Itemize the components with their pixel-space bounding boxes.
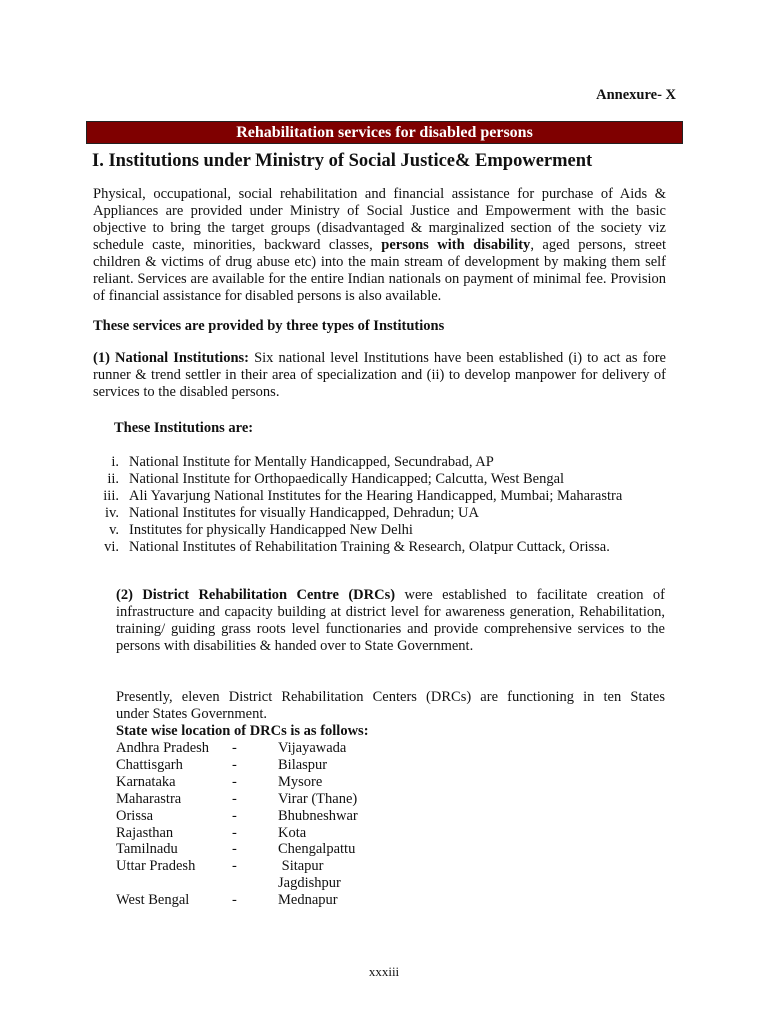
intro-paragraph <box>93 186 666 305</box>
list-text: Institutes for physically Handicapped New Delhi <box>129 522 413 538</box>
drc-label: (2) District Rehabilitation Centre (DRCs) <box>116 587 396 603</box>
list-item <box>93 488 666 505</box>
list-number: iv. <box>105 505 119 521</box>
list-item <box>93 522 666 539</box>
table-row <box>116 841 478 858</box>
dash-cell: - <box>232 807 237 824</box>
dash-cell: - <box>232 756 237 773</box>
annexure-label: Annexure- X <box>596 87 676 103</box>
state-cell: Andhra Pradesh <box>116 740 210 756</box>
dash-cell <box>232 875 278 892</box>
state-cell: Maharastra <box>116 790 182 807</box>
list-item <box>93 471 666 488</box>
list-item <box>93 505 666 522</box>
banner-title: Rehabilitation services for disabled persons <box>86 121 683 144</box>
state-cell <box>116 875 232 892</box>
state-cell: Rajasthan <box>116 824 174 841</box>
city-cell: Mednapur <box>278 892 338 909</box>
list-text: National Institute for Mentally Handicapped, Secundrabad, AP <box>129 454 494 470</box>
location-heading: State wise location of DRCs is as follows: <box>116 723 369 739</box>
city-cell: Vijayawada <box>278 740 347 756</box>
table-row <box>116 791 478 808</box>
national-institutions-paragraph <box>93 350 666 401</box>
list-number: i. <box>111 454 119 470</box>
table-row <box>116 875 478 892</box>
page-number: xxxiii <box>368 964 400 979</box>
dash-cell: - <box>232 892 237 909</box>
institutions-list <box>93 454 666 556</box>
list-item <box>93 539 666 556</box>
presently-paragraph <box>116 689 665 740</box>
state-cell: Uttar Pradesh <box>116 858 196 875</box>
state-cell: Orissa <box>116 807 154 824</box>
dash-cell: - <box>232 841 237 858</box>
table-row <box>116 757 478 774</box>
city-cell: Virar (Thane) <box>278 790 358 807</box>
state-cell: Karnataka <box>116 773 176 790</box>
list-text: National Institutes for visually Handicapped, Dehradun; UA <box>129 505 479 521</box>
state-cell: Chattisgarh <box>116 756 183 773</box>
presently-line-2: under States Government. <box>116 706 268 722</box>
national-label: (1) National Institutions: <box>93 350 249 366</box>
drc-paragraph <box>116 587 665 655</box>
table-row <box>116 892 478 909</box>
section-heading: I. Institutions under Ministry of Social Justice& Empowerment <box>92 151 593 171</box>
list-number: v. <box>109 522 119 538</box>
list-item <box>93 454 666 471</box>
presently-line-1: Presently, eleven District Rehabilitation Centers (DRCs) are functioning in ten States <box>116 689 665 705</box>
dash-cell: - <box>232 824 237 841</box>
list-number: vi. <box>104 539 119 555</box>
table-row <box>116 740 478 757</box>
dash-cell: - <box>232 740 237 756</box>
list-text: National Institute for Orthopaedically Handicapped; Calcutta, West Bengal <box>129 471 565 487</box>
city-cell: Kota <box>278 824 307 841</box>
drc-text: were established to facilitate creation of infrastructure and capacity building at district level for awareness generation, Rehabilitation, training/ guiding grass roots level functionaries and provide comprehensive services to the persons with disabilities & handed over to State Government. <box>116 587 665 654</box>
drc-locations-table <box>116 740 478 909</box>
dash-cell: - <box>232 858 237 875</box>
table-row <box>116 858 478 875</box>
intro-bold-phrase: persons with disability <box>381 237 531 253</box>
state-cell: Tamilnadu <box>116 841 178 858</box>
table-row <box>116 808 478 825</box>
city-cell: Jagdishpur <box>278 875 341 892</box>
table-row <box>116 774 478 791</box>
city-cell: Sitapur <box>278 858 324 875</box>
lead-line: These services are provided by three types of Institutions <box>93 318 445 334</box>
list-number: ii. <box>107 471 119 487</box>
institutions-heading: These Institutions are: <box>114 420 254 436</box>
city-cell: Bilaspur <box>278 756 328 773</box>
intro-text-start: Physical, occupational, social rehabilitation and financial assistance for purchase of Aids & Appliances are provided under Ministry of Social Justice and Empowerment with the basic objective to bring the target groups (disadvantaged & marginalized section of the society viz schedule caste, minorities, backward classes, <box>93 186 666 253</box>
intro-text-end: , aged persons, street children & victims of drug abuse etc) into the main stream of development by making them self reliant. Services are available for the entire Indian nationals on payment of minimal fee. Provision of financial assistance for disabled persons is also available. <box>93 237 666 304</box>
list-text: National Institutes of Rehabilitation Training & Research, Olatpur Cuttack, Orissa. <box>129 539 610 555</box>
list-text: Ali Yavarjung National Institutes for the Hearing Handicapped, Mumbai; Maharastra <box>129 488 623 504</box>
city-cell: Bhubneshwar <box>278 807 358 824</box>
table-row <box>116 825 478 842</box>
city-cell: Chengalpattu <box>278 841 356 858</box>
dash-cell: - <box>232 773 237 790</box>
national-text: Six national level Institutions have been established (i) to act as fore runner & trend settler in their area of specialization and (ii) to develop manpower for delivery of services to the disabled persons. <box>93 350 666 400</box>
city-cell: Mysore <box>278 773 323 790</box>
state-cell: West Bengal <box>116 892 190 909</box>
list-number: iii. <box>103 488 119 504</box>
dash-cell: - <box>232 790 237 807</box>
